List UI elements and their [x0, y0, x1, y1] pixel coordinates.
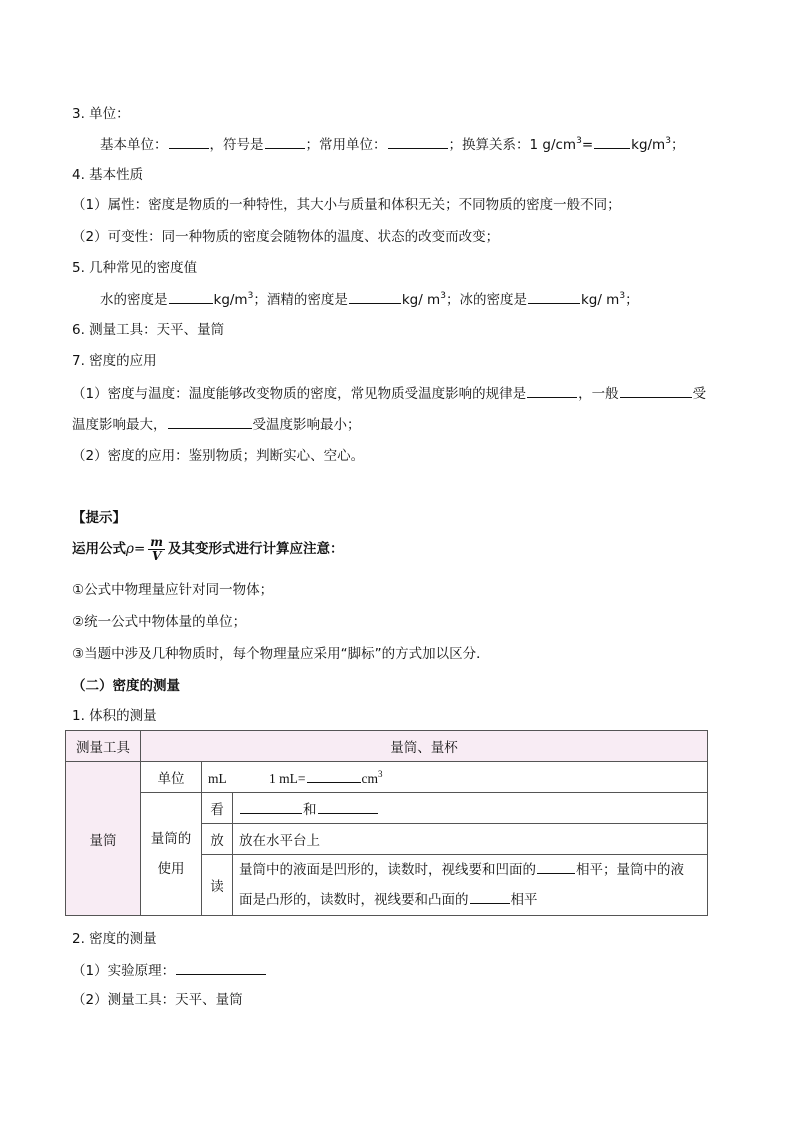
unit-label-cell: 单位	[141, 762, 202, 793]
blank-convert[interactable]	[594, 134, 630, 149]
density-application: （2）密度的应用：鉴别物质；判断实心、空心。	[72, 448, 365, 464]
blank-symbol[interactable]	[265, 134, 305, 149]
unit-kgm: kg/m	[631, 137, 666, 153]
tip-item-2: ②统一公式中物体量的单位；	[72, 614, 247, 630]
blank-concave[interactable]	[537, 859, 575, 874]
unit-conversion: 1 mL=	[269, 770, 306, 786]
alcohol-density-label: ；酒精的密度是	[253, 292, 348, 308]
semicolon: ；	[625, 292, 639, 308]
blank-ice-density[interactable]	[528, 289, 580, 304]
section-6-tools: 6. 测量工具：天平、量筒	[72, 322, 225, 338]
property-attribute: （1）属性：密度是物质的一种特性，其大小与质量和体积无关；不同物质的密度一般不同；	[72, 197, 621, 213]
unit-kgm: kg/m	[213, 292, 248, 308]
unit-kgm: kg/ m	[401, 292, 441, 308]
rho-symbol: ρ	[126, 541, 134, 557]
look-value-cell	[233, 793, 708, 824]
temp-min-text: 受温度影响最小；	[252, 417, 361, 433]
equals-sign: =	[133, 541, 146, 557]
blank-look-2[interactable]	[318, 799, 378, 814]
temp-rule-text: （1）密度与温度：温度能够改变物质的密度，常见物质受温度影响的规律是	[72, 386, 527, 402]
read-text-c: 面是凸形的，读数时，视线要和凸面的	[239, 892, 469, 908]
blank-ml-cm3[interactable]	[307, 768, 361, 783]
temp-affected-text: 受	[692, 386, 707, 402]
sup-3: 3	[440, 291, 446, 301]
equals-sign: =	[581, 137, 594, 153]
sup-3: 3	[619, 291, 626, 301]
water-density-label: 水的密度是	[100, 292, 168, 308]
unit-basic-label: 基本单位：	[100, 137, 168, 153]
tip-formula-line	[72, 534, 343, 564]
volume-measurement-table	[65, 730, 708, 916]
density-values-line	[100, 289, 639, 310]
semicolon: ；	[670, 137, 685, 153]
unit-symbol-label: ，符号是	[209, 137, 264, 153]
unit-ml: mL	[208, 770, 227, 786]
unit-kgm: kg/ m	[580, 292, 620, 308]
temperature-line-2	[72, 414, 361, 435]
temp-general-text: ，一般	[578, 386, 619, 402]
section-5-heading: 5. 几种常见的密度值	[72, 260, 198, 276]
blank-least-affected[interactable]	[168, 414, 252, 429]
property-variability: （2）可变性：同一种物质的密度会随物体的温度、状态的改变而改变；	[72, 229, 500, 245]
density-measure-heading: 2. 密度的测量	[72, 931, 157, 947]
sup-3: 3	[247, 291, 254, 301]
section-4-heading: 4. 基本性质	[72, 167, 144, 183]
density-fraction	[148, 536, 165, 563]
section-2-title: （二）密度的测量	[72, 678, 180, 694]
density-tools: （2）测量工具：天平、量筒	[72, 992, 243, 1008]
unit-value-cell	[202, 762, 708, 793]
read-text-a: 量筒中的液面是凹形的，读数时，视线要和凹面的	[239, 862, 536, 878]
blank-convex[interactable]	[470, 889, 510, 904]
usage-label: 量筒的使用	[150, 831, 192, 877]
blank-principle[interactable]	[176, 960, 266, 975]
read-label: 读	[202, 855, 233, 916]
unit-cm: cm	[361, 770, 378, 786]
header-tool: 测量工具	[66, 731, 141, 762]
unit-common-label: ；常用单位：	[305, 137, 387, 153]
read-text-d: 相平	[510, 892, 538, 908]
fraction-denominator: V	[151, 548, 162, 563]
formula-pre-text: 运用公式	[72, 541, 126, 557]
sup-3: 3	[576, 136, 582, 146]
fraction-numerator: m	[150, 534, 163, 549]
blank-most-affected[interactable]	[620, 383, 692, 398]
blank-alcohol-density[interactable]	[349, 289, 401, 304]
ice-density-label: ；冰的密度是	[445, 292, 527, 308]
blank-temp-rule[interactable]	[527, 383, 577, 398]
put-label: 放	[202, 824, 233, 855]
look-and: 和	[303, 802, 317, 818]
blank-look-1[interactable]	[240, 799, 302, 814]
unit-convert-label: ；换算关系：1 g/cm	[448, 137, 577, 153]
read-text-b: 相平；量筒中的液	[576, 862, 684, 878]
cylinder-label: 量筒	[66, 762, 141, 916]
sup-3: 3	[378, 768, 383, 779]
blank-basic-unit[interactable]	[169, 134, 209, 149]
look-label: 看	[202, 793, 233, 824]
formula-post-text: 及其变形式进行计算应注意：	[167, 541, 344, 557]
blank-water-density[interactable]	[169, 289, 213, 304]
tip-item-1: ①公式中物理量应针对同一物体；	[72, 582, 274, 598]
blank-common-unit[interactable]	[388, 134, 448, 149]
put-value: 放在水平台上	[233, 824, 708, 855]
tip-item-3: ③当题中涉及几种物质时，每个物理量应采用“脚标”的方式加以区分．	[72, 646, 490, 662]
tip-title: 【提示】	[72, 510, 126, 526]
temperature-line-1	[72, 383, 706, 404]
section-7-heading: 7. 密度的应用	[72, 353, 157, 369]
sup-3: 3	[665, 136, 671, 146]
principle-line	[72, 960, 267, 981]
header-tool-value: 量筒、量杯	[141, 731, 708, 762]
read-value-cell	[233, 855, 708, 916]
principle-label: （1）实验原理：	[72, 963, 176, 979]
volume-heading: 1. 体积的测量	[72, 708, 157, 724]
temp-max-text: 温度影响最大，	[72, 417, 167, 433]
unit-line	[100, 134, 684, 155]
usage-label-cell	[141, 793, 202, 916]
section-3-heading: 3. 单位：	[72, 106, 130, 122]
